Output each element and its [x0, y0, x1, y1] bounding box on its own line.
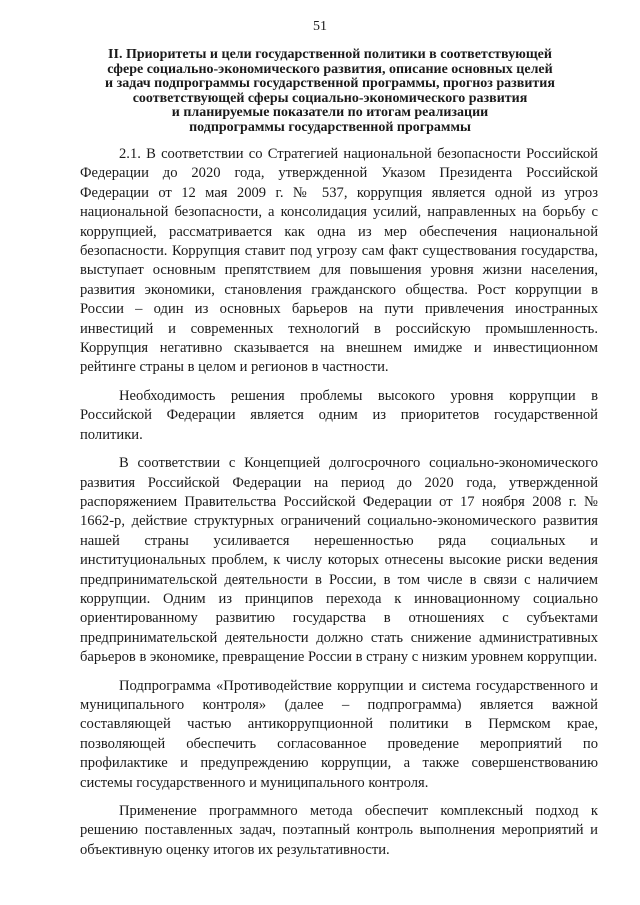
section-heading: II. Приоритеты и цели государственной политики в соответствующей сфере социально-экономического развития, описание основных целей и задач подпрограммы государственной программы, прогноз развития соответствующей сферы социально-экономического развития и планируемые показатели по итогам реализации подпрограммы государственной программы	[105, 47, 555, 135]
paragraph-concept: В соответствии с Концепцией долгосрочного социально-экономического развития Российской Федерации на период до 2020 года, утвержденной распоряжением Правительства Российской Федерации от 17 ноября 2008 г. № 1662-р, действие структурных ограничений социально-экономического развития нашей страны усиливается нерешенностью ряда социальных и институциональных проблем, к числу которых отнесены высокие риски ведения предпринимательской деятельности в России, в том числе в связи с наличием коррупции. Одним из принципов перехода к инновационному социально ориентированному развитию государства в отношениях с субъектами предпринимательской деятельности должно стать снижение административных барьеров в экономике, превращение России в страну с низким уровнем коррупции.	[80, 455, 598, 666]
document-body	[80, 145, 598, 869]
paragraph-2-1: 2.1. В соответствии со Стратегией национальной безопасности Российской Федерации до 2020 года, утвержденной Указом Президента Российской Федерации от 12 мая 2009 г. № 537, коррупция является одной из угроз национальной безопасности, а консолидация усилий, направленных на борьбу с коррупцией, рассматривается как одна из мер обеспечения национальной безопасности. Коррупция ставит под угрозу сам факт существования государства, выступает основным препятствием для повышения уровня жизни населения, развития экономики, становления гражданского общества. Рост коррупции в России – один из основных барьеров на пути привлечения иностранных инвестиций и современных технологий в российскую промышленность. Коррупция негативно сказывается на внешнем имидже и инвестиционном рейтинге страны в целом и регионов в частности.	[80, 146, 598, 376]
paragraph-necessity: Необходимость решения проблемы высокого уровня коррупции в Российской Федерации является одним из приоритетов государственной политики.	[80, 387, 598, 443]
page-number: 51	[313, 19, 327, 34]
paragraph-program-method: Применение программного метода обеспечит комплексный подход к решению поставленных задач, поэтапный контроль выполнения мероприятий и объективную оценку итогов их результативности.	[80, 803, 598, 858]
paragraph-subprogram: Подпрограмма «Противодействие коррупции и система государственного и муниципального контроля» (далее – подпрограмма) является важной составляющей частью антикоррупционной политики в Пермском крае, позволяющей обеспечить согласованное проведение мероприятий по профилактике и предупреждению коррупции, а также совершенствованию системы государственного и муниципального контроля.	[80, 677, 598, 791]
